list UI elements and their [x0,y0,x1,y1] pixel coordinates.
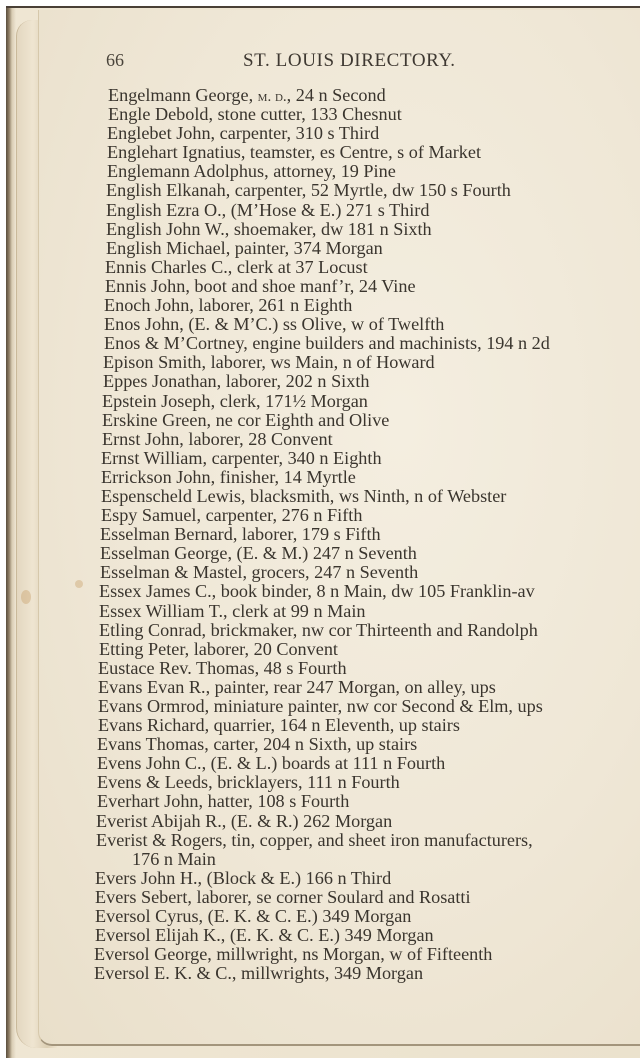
directory-entry-continuation: 176 n Main [132,848,216,869]
running-head: ST. LOUIS DIRECTORY. [243,50,456,71]
page-number: 66 [106,50,124,70]
directory-entry: Eversol Cyrus, (E. K. & C. E.) 349 Morgan [95,906,412,927]
directory-entry: Espy Samuel, carpenter, 276 n Fifth [101,505,363,526]
directory-entry: Evans Ormrod, miniature painter, nw cor Second & Elm, ups [98,696,543,716]
directory-entry: Eversol George, millwright, ns Morgan, w of Fifteenth [94,944,493,965]
directory-entry: Everist & Rogers, tin, copper, and sheet iron manufacturers, [96,829,533,850]
directory-entry: Etting Peter, laborer, 20 Convent [99,638,338,659]
directory-entry: Everist Abijah R., (E. & R.) 262 Morgan [96,810,393,831]
directory-entry: Erskine Green, ne cor Eighth and Olive [102,409,390,430]
directory-entry: Evers John H., (Block & E.) 166 n Third [95,867,392,888]
directory-entry: English Michael, painter, 374 Morgan [106,237,383,258]
directory-entry: Eversol E. K. & C., millwrights, 349 Morgan [94,963,424,984]
directory-entry: Evans Thomas, carter, 204 n Sixth, up stairs [97,734,418,755]
directory-entry: Evans Richard, quarrier, 164 n Eleventh, up stairs [98,715,460,736]
directory-entries [0,86,640,983]
directory-entry: Enos John, (E. & M’C.) ss Olive, w of Twelfth [104,314,445,335]
directory-entry: Espenscheld Lewis, blacksmith, ws Ninth, n of Webster [101,485,507,506]
directory-entry: Everhart John, hatter, 108 s Fourth [97,791,350,812]
directory-entry: Enos & M’Cortney, engine builders and machinists, 194 n 2d [104,333,550,354]
directory-entry: Eustace Rev. Thomas, 48 s Fourth [98,657,347,678]
directory-entry: Enoch John, laborer, 261 n Eighth [104,295,353,316]
directory-entry: Ernst John, laborer, 28 Convent [102,428,333,449]
directory-entry: Evans Evan R., painter, rear 247 Morgan, on alley, ups [98,676,496,697]
directory-entry: Evens John C., (E. & L.) boards at 111 n Fourth [97,753,446,774]
directory-entry: English Elkanah, carpenter, 52 Myrtle, dw 150 s Fourth [106,180,511,201]
directory-entry: Englemann Adolphus, attorney, 19 Pine [107,161,396,182]
directory-entry: Eversol Elijah K., (E. K. & C. E.) 349 Morgan [95,925,434,946]
directory-entry: Esselman George, (E. & M.) 247 n Seventh [100,543,417,564]
directory-entry: Englehart Ignatius, teamster, es Centre, s of Market [107,142,482,163]
directory-entry: Ernst William, carpenter, 340 n Eighth [101,447,382,468]
directory-entry: Eppes Jonathan, laborer, 202 n Sixth [103,371,370,392]
directory-entry: Ennis Charles C., clerk at 37 Locust [105,256,368,277]
directory-entry: Esselman & Mastel, grocers, 247 n Seventh [100,562,419,583]
directory-entry: Esselman Bernard, laborer, 179 s Fifth [100,524,381,545]
directory-entry: English Ezra O., (M’Hose & E.) 271 s Third [106,199,430,220]
directory-entry: Errickson John, finisher, 14 Myrtle [101,466,356,487]
directory-entry: Epison Smith, laborer, ws Main, n of Howard [103,352,435,373]
directory-entry: Etling Conrad, brickmaker, nw cor Thirteenth and Randolph [99,619,538,640]
directory-entry: Epstein Joseph, clerk, 171½ Morgan [102,390,368,411]
directory-entry: Essex James C., book binder, 8 n Main, dw 105 Franklin-av [99,581,535,602]
directory-entry: English John W., shoemaker, dw 181 n Sixth [106,218,432,239]
directory-entry: Ennis John, boot and shoe manf’r, 24 Vine [105,275,416,296]
directory-entry: Englebet John, carpenter, 310 s Third [107,123,380,144]
directory-entry [108,86,640,105]
directory-entry: Engle Debold, stone cutter, 133 Chesnut [108,104,402,125]
entry-text: Engelmann George, m. d., 24 n Second [108,85,386,105]
directory-entry: Evers Sebert, laborer, se corner Soulard and Rosatti [95,886,471,907]
directory-entry: Evens & Leeds, bricklayers, 111 n Fourth [97,772,400,793]
directory-entry: Essex William T., clerk at 99 n Main [99,600,366,621]
